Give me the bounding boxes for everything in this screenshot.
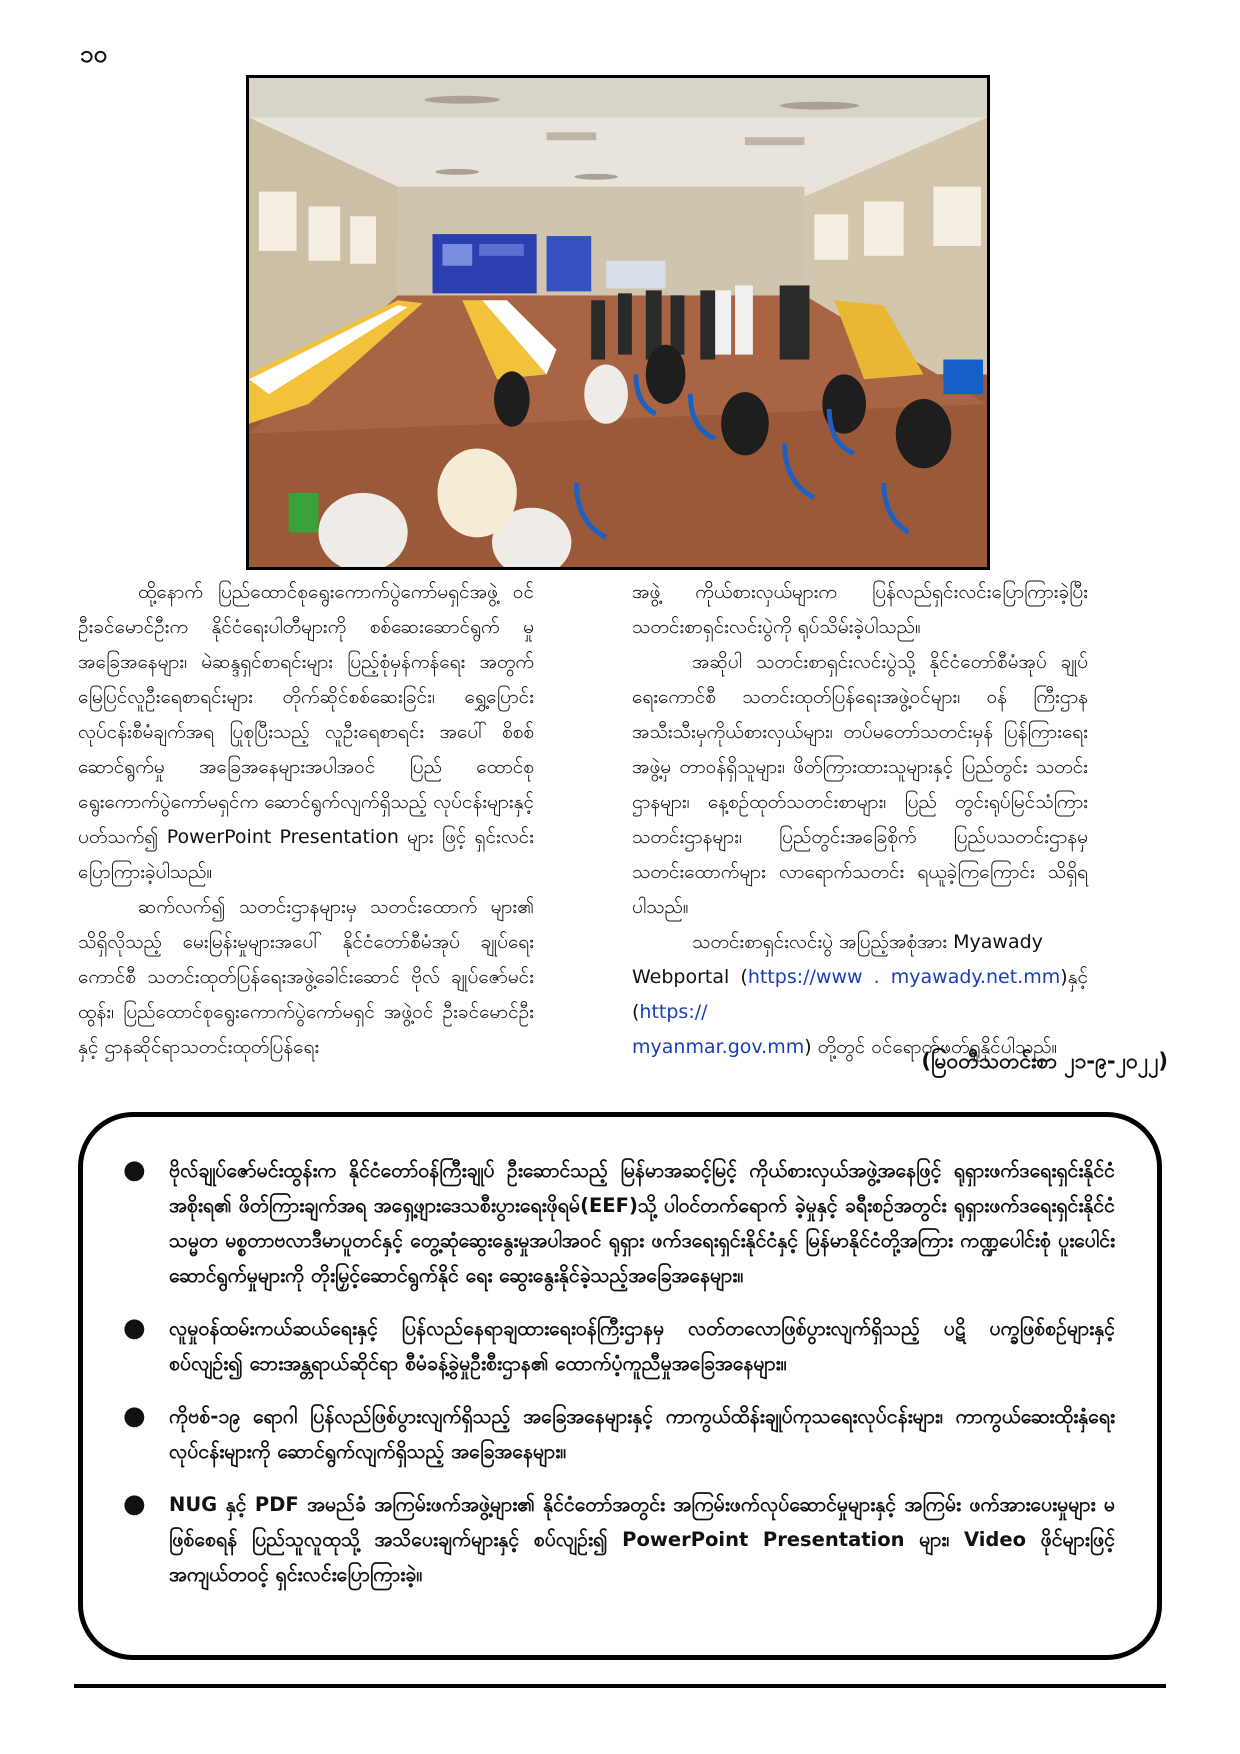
myanmar-gov-link-end[interactable]: myanmar.gov.mm [632,1036,805,1058]
web-line-middle: )နှင့် ( [632,966,1089,1023]
article-paragraph: အဆိုပါ သတင်းစာရှင်းလင်းပွဲသို့ နိုင်ငံတော်စီမံအုပ် ချုပ်ရေးကောင်စီ သတင်းထုတ်ပြန်ရေးအဖွဲ့ဝင်များ၊ ဝန် ကြီးဌာနအသီးသီးမှကိုယ်စားလှယ်များ၊ တပ်မတော်သတင်းမှန် ပြန်ကြားရေးအဖွဲ့မှ တာဝန်ရှိသူများ၊ ဖိတ်ကြားထားသူများနှင့် ပြည်တွင်း သတင်းဌာနများ၊ နေ့စဉ်ထုတ်သတင်းစာများ၊ ပြည် တွင်းရုပ်မြင်သံကြား သတင်းဌာနများ၊ ပြည်တွင်းအခြေစိုက် ပြည်ပသတင်းဌာနမှ သတင်းထောက်များ လာရောက်သတင်း ရယူခဲ့ကြကြောင်း သိရှိရပါသည်။ [632,651,1088,918]
summary-item-text: NUG နှင့် PDF အမည်ခံ အကြမ်းဖက်အဖွဲ့များ၏ နိုင်ငံတော်အတွင်း အကြမ်းဖက်လုပ်ဆောင်မှုများနှင့် အကြမ်း ဖက်အားပေးမှုများ မဖြစ်စေရန် ပြည်သူလူထုသို့ အသိပေးချက်များနှင့် စပ်လျဉ်း၍ PowerPoint Presentation များ၊ Video ဖိုင်များဖြင့် အကျယ်တဝင့် ရှင်းလင်းပြောကြားခဲ့။ [169,1493,1115,1586]
article-paragraph: ထို့နောက် ပြည်ထောင်စုရွေးကောက်ပွဲကော်မရှင်အဖွဲ့ ဝင် ဦးခင်မောင်ဦးက နိုင်ငံရေးပါတီများကို စစ်ဆေးဆောင်ရွက် မှုအခြေအနေများ၊ မဲဆန္ဒရှင်စာရင်းများ ပြည့်စုံမှန်ကန်ရေး အတွက် မြေပြင်လူဦးရေစာရင်းများ တိုက်ဆိုင်စစ်ဆေးခြင်း၊ ရွှေ့ပြောင်းလုပ်ငန်းစီမံချက်အရ ပြုစုပြီးသည့် လူဦးရေစာရင်း အပေါ် စိစစ်ဆောင်ရွက်မှု အခြေအနေများအပါအဝင် ပြည် ထောင်စုရွေးကောက်ပွဲကော်မရှင်က ဆောင်ရွက်လျက်ရှိသည့် လုပ်ငန်းများနှင့်ပတ်သက်၍ PowerPoint Presentation များ ဖြင့် ရှင်းလင်းပြောကြားခဲ့ပါသည်။ [78,581,534,883]
bullet-icon: ● [123,1401,146,1431]
summary-box [78,1112,1162,1660]
web-line-prefix: Webportal ( [632,966,748,988]
article-column-left [78,575,534,1065]
myawady-link[interactable]: https://www . myawady.net.mm [747,966,1061,988]
summary-item-text: ကိုဗစ်-၁၉ ရောဂါ ပြန်လည်ဖြစ်ပွားလျက်ရှိသည့် အခြေအနေများနှင့် ကာကွယ်ထိန်းချုပ်ကုသရေးလုပ်ငန်းများ၊ ကာကွယ်ဆေးထိုးနှံရေးလုပ်ငန်းများကို ဆောင်ရွက်လျက်ရှိသည့် အခြေအနေများ။ [169,1405,1115,1463]
bullet-icon: ● [123,1313,146,1343]
myanmar-gov-link-start[interactable]: https:// [639,1001,708,1023]
press-conference-photo [246,75,990,570]
summary-list [83,1117,1157,1592]
summary-item [119,1153,1115,1293]
summary-item [119,1487,1115,1592]
article-paragraph: သတင်းစာရှင်းလင်းပွဲ အပြည့်အစုံအား Myawady [692,931,1043,953]
web-line-suffix: ) တို့တွင် ဝင်ရောက်ဖတ်ရှုနိုင်ပါသည်။ [804,1036,1058,1058]
bottom-divider [74,1684,1166,1688]
bullet-icon: ● [123,1489,146,1519]
bullet-icon: ● [123,1155,146,1185]
source-citation: (မြဝတီသတင်းစာ ၂၁-၉-၂၀၂၂) [921,1049,1168,1073]
page-number: ၁၀ [80,40,107,68]
summary-item-text: ဗိုလ်ချုပ်ဇော်မင်းထွန်းက နိုင်ငံတော်ဝန်ကြီးချုပ် ဦးဆောင်သည့် မြန်မာအဆင့်မြင့် ကိုယ်စားလှယ်အဖွဲ့အနေဖြင့် ရုရှားဖက်ဒရေးရှင်းနိုင်ငံအစိုးရ၏ ဖိတ်ကြားချက်အရ အရှေ့ဖျားဒေသစီးပွားရေးဖိုရမ်(EEF)သို့ ပါဝင်တက်ရောက် ခဲ့မှုနှင့် ခရီးစဉ်အတွင်း ရုရှားဖက်ဒရေးရှင်းနိုင်ငံသမ္မတ မစ္စတာဗလာဒီမာပူတင်နှင့် တွေ့ဆုံဆွေးနွေးမှုအပါအဝင် ရုရှား ဖက်ဒရေးရှင်းနိုင်ငံနှင့် မြန်မာနိုင်ငံတို့အကြား ကဏ္ဍပေါင်းစုံ ပူးပေါင်းဆောင်ရွက်မှုများကို တိုးမြှင့်ဆောင်ရွက်နိုင် ရေး ဆွေးနွေးနိုင်ခဲ့သည့်အခြေအနေများ။ [169,1159,1115,1287]
press-conference-illustration [249,78,987,567]
article-paragraph: ဆက်လက်၍ သတင်းဌာနများမှ သတင်းထောက် များ၏ သိရှိလိုသည့် မေးမြန်းမှုများအပေါ် နိုင်ငံတော်စီမံအုပ် ချုပ်ရေးကောင်စီ သတင်းထုတ်ပြန်ရေးအဖွဲ့ခေါင်းဆောင် ဗိုလ် ချုပ်ဇော်မင်းထွန်း၊ ပြည်ထောင်စုရွေးကောက်ပွဲကော်မရှင် အဖွဲ့ဝင် ဦးခင်မောင်ဦးနှင့် ဌာနဆိုင်ရာသတင်းထုတ်ပြန်ရေး [78,896,534,1058]
article-column-right [632,575,1088,1065]
summary-item [119,1311,1115,1381]
summary-item-text: လူမှုဝန်ထမ်းကယ်ဆယ်ရေးနှင့် ပြန်လည်နေရာချထားရေးဝန်ကြီးဌာနမှ လတ်တလောဖြစ်ပွားလျက်ရှိသည့် ပဋိ ပက္ခဖြစ်စဉ်များနှင့်စပ်လျဉ်း၍ ဘေးအန္တရာယ်ဆိုင်ရာ စီမံခန့်ခွဲမှုဦးစီးဌာန၏ ထောက်ပံ့ကူညီမှုအခြေအနေများ။ [169,1317,1115,1375]
summary-item [119,1399,1115,1469]
article-paragraph: အဖွဲ့ ကိုယ်စားလှယ်များက ပြန်လည်ရှင်းလင်းပြောကြားခဲ့ပြီး သတင်းစာရှင်းလင်းပွဲကို ရုပ်သိမ်းခဲ့ပါသည်။ [632,581,1088,638]
